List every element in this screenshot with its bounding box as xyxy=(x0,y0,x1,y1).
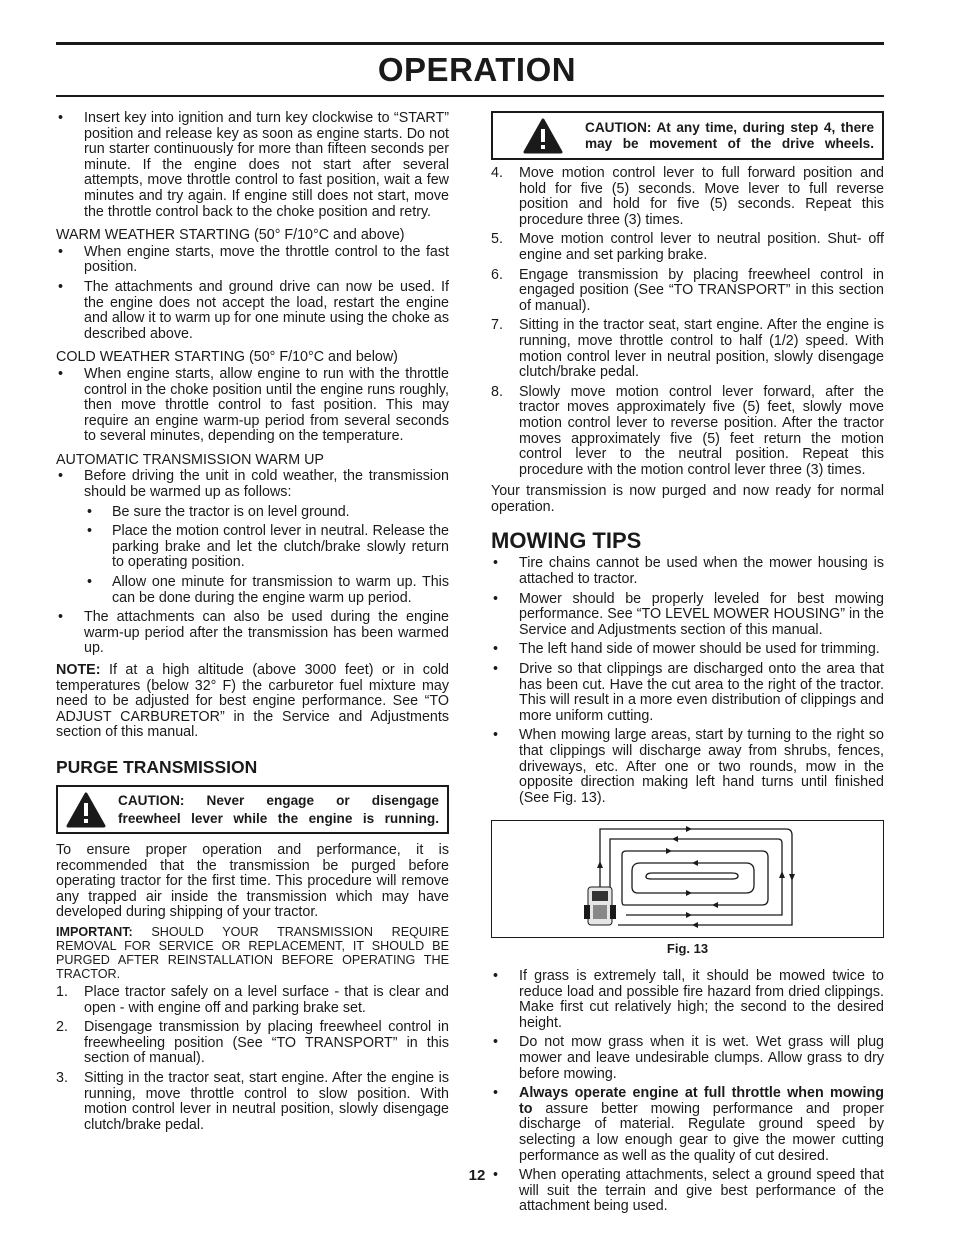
step-item xyxy=(491,385,884,479)
left-column xyxy=(56,111,449,1137)
throttle-bold-text: Always operate engine at full throttle when mowing to xyxy=(519,1085,884,1117)
mowing-tips-heading: MOWING TIPS xyxy=(491,528,642,554)
step-number: 8. xyxy=(491,383,503,400)
list-item: • When operating attachments, select a ground speed that will suit the terrain and give best performance of the attachment being used. xyxy=(491,1168,884,1215)
note-text: If at a high altitude (above 3000 feet) or in cold temperatures (below 32° F) the carburetor fuel mixture may need to be adjusted for best engine performance. See “TO ADJUST CARBURETOR” in the Service and Adjustments section of this manual. xyxy=(56,662,449,741)
purged-paragraph: Your transmission is now purged and now ready for normal operation. xyxy=(491,483,884,515)
list-item: • When mowing large areas, start by turning to the right so that clippings will discharge away from shrubs, fences, driveways, etc. After one or two rounds, mow in the opposite direction making left hand turns until finished (See Fig. 13). xyxy=(491,728,884,806)
list-item: • Do not mow grass when it is wet. Wet grass will plug mower and leave undesirable clumps. Allow grass to dry before mowing. xyxy=(491,1035,884,1082)
auto-transmission-heading: AUTOMATIC TRANSMISSION WARM UP xyxy=(56,451,324,468)
list-item: • The left hand side of mower should be used for trimming. xyxy=(491,642,884,658)
caution-line: may be movement of the drive wheels. xyxy=(585,136,874,151)
throttle-text: assure better mowing performance and proper discharge of material. Regulate ground speed by selecting a low enough gear to give the mower cutting performance as well as the quality of cut desired. xyxy=(519,1100,884,1164)
list-item: • Tire chains cannot be used when the mower housing is attached to tractor. xyxy=(491,556,884,587)
tractor-icon xyxy=(584,887,616,925)
caution-text xyxy=(118,792,439,828)
right-column xyxy=(491,111,884,1219)
step-number: 4. xyxy=(491,165,503,181)
step-item xyxy=(491,318,884,380)
step-item xyxy=(491,268,884,315)
sub-list-item: • Place the motion control lever in neutral. Release the parking brake and let the clutch/brake slowly return to operating position. xyxy=(56,524,449,571)
step-item xyxy=(56,985,449,1016)
caution-text xyxy=(585,120,874,152)
step-text: Slowly move motion control lever forward, after the tractor moves approximately five (5) feet, slowly move motion control lever to reverse position. After the tractor moves approximately five (5) feet return the motion control lever to the neutral position. Repeat this procedure with the motion control lever three (3) times. xyxy=(519,383,884,478)
sub-list-item: • Be sure the tractor is on level ground. xyxy=(56,505,449,521)
step-number: 6. xyxy=(491,266,503,283)
list-item: • The attachments and ground drive can now be used. If the engine does not accept the load, restart the engine and allow it to warm up for one minute using the choke as described above. xyxy=(56,280,449,342)
step-text: Disengage transmission by placing freewheel control in freewheeling position (See “TO TRANSPORT” in this section of manual). xyxy=(84,1019,449,1067)
step-item xyxy=(56,1020,449,1067)
cold-weather-heading: COLD WEATHER STARTING (50° F/10°C and below) xyxy=(56,349,398,366)
step-item xyxy=(56,1071,449,1133)
list-item: • Mower should be properly leveled for best mowing performance. See “TO LEVEL MOWER HOUSING” in the Service and Adjustments section of this manual. xyxy=(491,592,884,639)
important-paragraph xyxy=(56,925,449,981)
caution-box-freewheel xyxy=(56,785,449,834)
sub-list-item: • Allow one minute for transmission to warm up. This can be done during the engine warm up period. xyxy=(56,575,449,606)
step-text: Engage transmission by placing freewheel control in engaged position (See “TO TRANSPORT” in this section of manual). xyxy=(519,266,884,314)
caution-box-drive-wheels xyxy=(491,111,884,160)
step-item xyxy=(491,166,884,228)
page-number: 12 xyxy=(468,1167,486,1184)
list-item: • The attachments can also be used during the engine warm-up period after the transmission has been warmed up. xyxy=(56,610,449,657)
step-item xyxy=(491,232,884,263)
step-text: Move motion control lever to full forward position and hold for five (5) seconds. Move lever to full reverse position and hold for five (5) seconds. Repeat this procedure three (3) times. xyxy=(519,165,884,228)
list-item: • When engine starts, move the throttle control to the fast position. xyxy=(56,245,449,276)
caution-line: CAUTION: Never engage or disengage xyxy=(118,792,439,808)
mowing-pattern-figure xyxy=(491,820,884,938)
step-number: 5. xyxy=(491,231,503,248)
list-item: • Drive so that clippings are discharged onto the area that has been cut. Have the cut area to the right of the tractor. This will result in a more even distribution of clippings and more uniform cutting. xyxy=(491,662,884,724)
step-number: 1. xyxy=(56,983,68,1000)
list-item: • Before driving the unit in cold weather, the transmission should be warmed up as follows: xyxy=(56,469,449,500)
step-text: Sitting in the tractor seat, start engine. After the engine is running, move throttle control to slow position. With motion control lever in neutral position, slowly disengage clutch/brake pedal. xyxy=(84,1069,449,1133)
warning-triangle-icon xyxy=(501,116,585,156)
important-label: IMPORTANT: xyxy=(56,924,133,939)
note-paragraph xyxy=(56,663,449,741)
step-text: Place tractor safely on a level surface - that is clear and open - with engine off and parking brake set. xyxy=(84,983,449,1016)
purge-intro: To ensure proper operation and performance, it is recommended that the transmission be purged before operating tractor for the first time. This procedure will remove any trapped air inside the transmission which may have developed during shipping of your tractor. xyxy=(56,841,449,921)
page-title: OPERATION xyxy=(377,51,577,88)
figure-caption: Fig. 13 xyxy=(666,941,709,957)
mowing-pattern-diagram xyxy=(492,821,885,937)
list-item xyxy=(491,1086,884,1164)
step-text: Sitting in the tractor seat, start engine. After the engine is running, move throttle control to half (1/2) speed. With motion control lever in neutral position, slowly disengage clutch/brake pedal. xyxy=(519,317,884,381)
step-number: 7. xyxy=(491,317,503,334)
step-number: 2. xyxy=(56,1019,68,1036)
caution-line: freewheel lever while the engine is running. xyxy=(118,810,439,826)
title-rule xyxy=(56,95,884,97)
warning-triangle-icon xyxy=(66,790,118,830)
step-text: Move motion control lever to neutral position. Shut- off engine and set parking brake. xyxy=(519,231,884,263)
step-number: 3. xyxy=(56,1069,68,1086)
purge-transmission-heading: PURGE TRANSMISSION xyxy=(56,756,258,777)
note-label: NOTE: xyxy=(56,662,101,678)
list-item: • If grass is extremely tall, it should be mowed twice to reduce load and possible fire hazard from dried clippings. Make first cut relatively high; the second to the desired height. xyxy=(491,969,884,1031)
important-text: SHOULD YOUR TRANSMISSION REQUIRE REMOVAL FOR SERVICE OR REPLACEMENT, IT SHOULD BE PURGED AFTER REINSTALLATION BEFORE OPERATING THE TRACTOR. xyxy=(56,924,449,981)
caution-line: CAUTION: At any time, during step 4, there xyxy=(585,120,874,135)
start-bullet: • Insert key into ignition and turn key clockwise to “START” position and release key as soon as engine starts. Do not run starter continuously for more than fifteen seconds per minute. If the engine does not start after several attempts, move throttle control to fast position, wait a few minutes and try again. If engine still does not start, move the throttle control back to the choke position and retry. xyxy=(56,111,449,220)
list-item: • When engine starts, allow engine to run with the throttle control in the choke position until the engine runs roughly, then move throttle control to fast position. This may require an engine warm-up period from several seconds to several minutes, depending on the temperature. xyxy=(56,367,449,445)
warm-weather-heading: WARM WEATHER STARTING (50° F/10°C and above) xyxy=(56,227,405,244)
top-rule xyxy=(56,42,884,45)
